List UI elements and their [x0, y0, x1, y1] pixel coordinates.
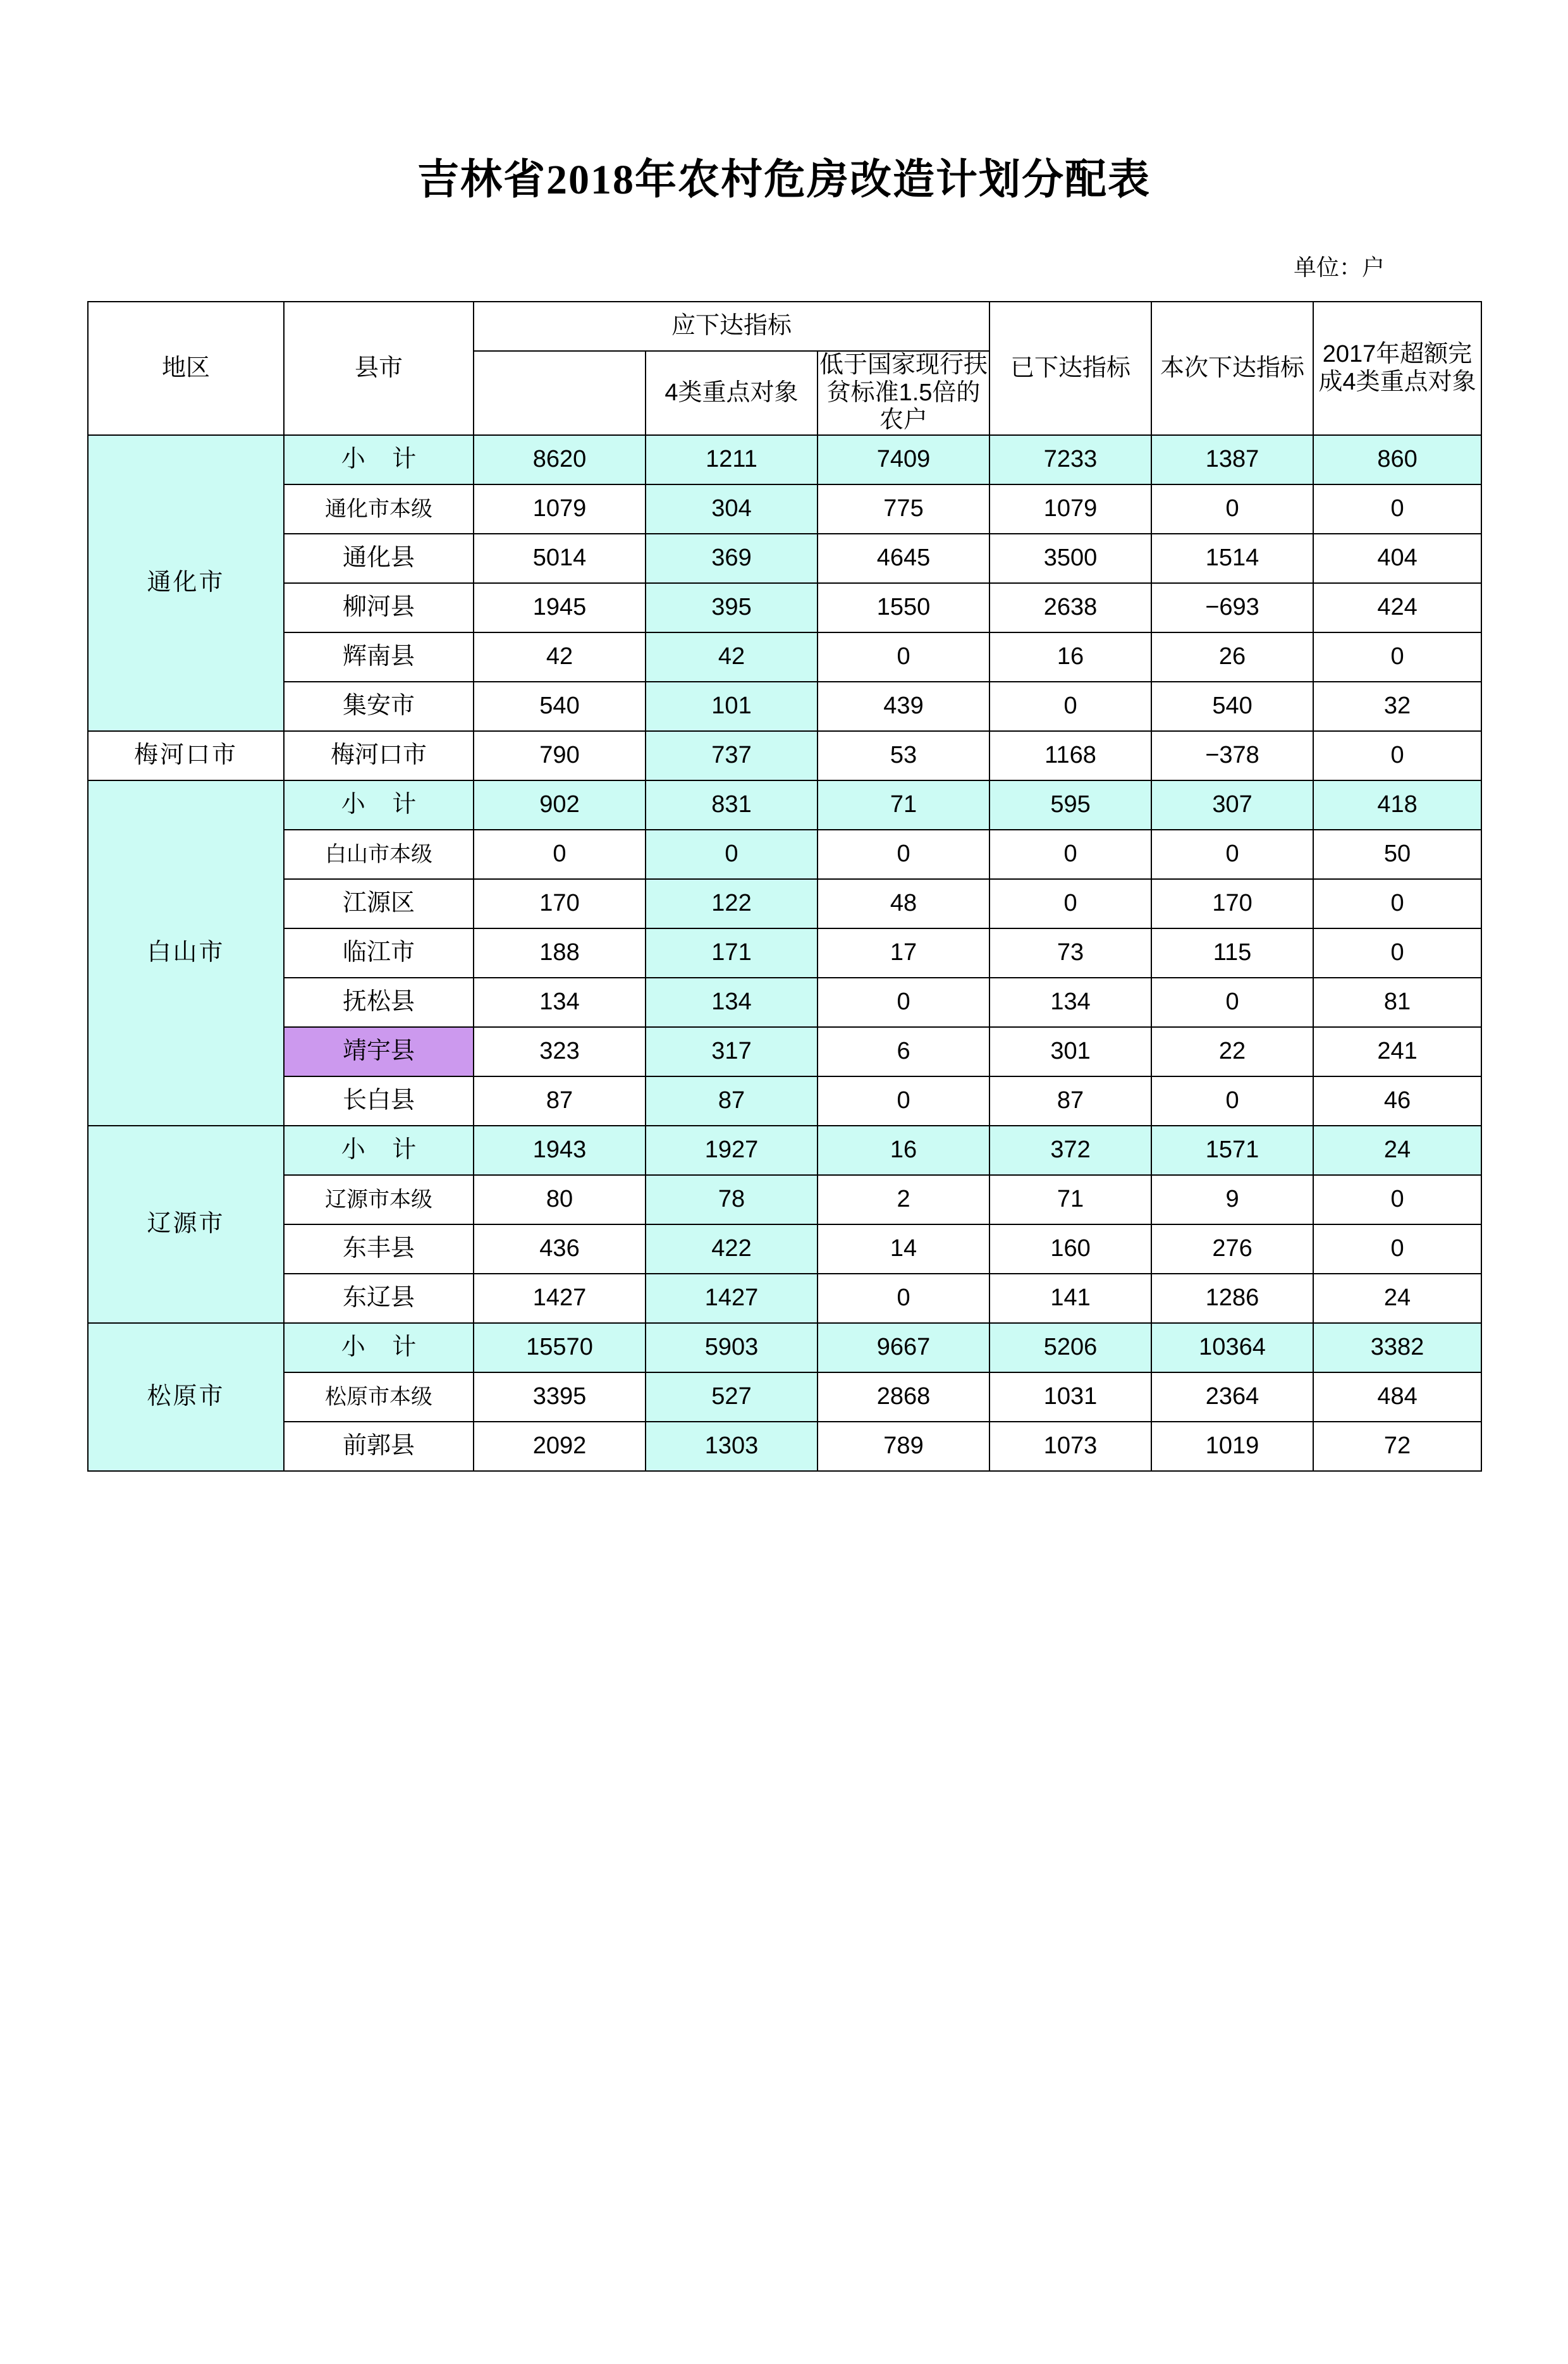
cell-over-2017: 860 [1313, 435, 1481, 484]
table-row [88, 879, 1481, 928]
cell-this-time: 26 [1151, 632, 1313, 682]
cell-below-standard: 71 [818, 780, 989, 830]
county-cell: 前郭县 [284, 1422, 474, 1471]
cell-issued: 372 [989, 1126, 1151, 1175]
cell-should-issue-total: 436 [474, 1224, 646, 1274]
region-cell: 白山市 [88, 780, 284, 1126]
header-key4: 4类重点对象 [646, 351, 818, 435]
county-cell: 通化县 [284, 534, 474, 583]
cell-this-time: 307 [1151, 780, 1313, 830]
cell-issued: 0 [989, 682, 1151, 731]
cell-over-2017: 0 [1313, 879, 1481, 928]
table-row [88, 435, 1481, 484]
cell-issued: 87 [989, 1076, 1151, 1126]
header-total-blank [474, 351, 646, 435]
cell-this-time: 115 [1151, 928, 1313, 978]
cell-issued: 3500 [989, 534, 1151, 583]
cell-should-issue-total: 42 [474, 632, 646, 682]
cell-key4: 831 [646, 780, 818, 830]
cell-below-standard: 775 [818, 484, 989, 534]
cell-below-standard: 7409 [818, 435, 989, 484]
cell-this-time: 0 [1151, 1076, 1313, 1126]
table-row [88, 731, 1481, 780]
cell-this-time: 22 [1151, 1027, 1313, 1076]
subtotal-label: 小 计 [284, 1126, 474, 1175]
region-cell: 辽源市 [88, 1126, 284, 1323]
cell-issued: 2638 [989, 583, 1151, 632]
cell-over-2017: 484 [1313, 1372, 1481, 1422]
cell-below-standard: 0 [818, 978, 989, 1027]
unit-label: 单位：户 [1293, 254, 1385, 280]
cell-issued: 595 [989, 780, 1151, 830]
table-row [88, 1274, 1481, 1323]
cell-this-time: 0 [1151, 830, 1313, 879]
cell-key4: 171 [646, 928, 818, 978]
cell-should-issue-total: 87 [474, 1076, 646, 1126]
cell-key4: 1211 [646, 435, 818, 484]
cell-this-time: −693 [1151, 583, 1313, 632]
county-cell: 东辽县 [284, 1274, 474, 1323]
cell-issued: 0 [989, 830, 1151, 879]
cell-key4: 101 [646, 682, 818, 731]
cell-issued: 0 [989, 879, 1151, 928]
county-cell: 辉南县 [284, 632, 474, 682]
cell-issued: 71 [989, 1175, 1151, 1224]
cell-below-standard: 6 [818, 1027, 989, 1076]
cell-over-2017: 0 [1313, 928, 1481, 978]
county-cell: 白山市本级 [284, 830, 474, 879]
table-row [88, 682, 1481, 731]
cell-over-2017: 24 [1313, 1126, 1481, 1175]
cell-issued: 73 [989, 928, 1151, 978]
cell-over-2017: 404 [1313, 534, 1481, 583]
cell-below-standard: 14 [818, 1224, 989, 1274]
cell-should-issue-total: 540 [474, 682, 646, 731]
cell-over-2017: 0 [1313, 731, 1481, 780]
cell-should-issue-total: 1943 [474, 1126, 646, 1175]
table-row [88, 1372, 1481, 1422]
header-county: 县市 [284, 302, 474, 435]
county-cell: 靖宇县 [284, 1027, 474, 1076]
header-should-issue-group: 应下达指标 [474, 302, 989, 351]
table-row [88, 1027, 1481, 1076]
cell-over-2017: 0 [1313, 484, 1481, 534]
cell-over-2017: 418 [1313, 780, 1481, 830]
cell-below-standard: 53 [818, 731, 989, 780]
cell-this-time: 276 [1151, 1224, 1313, 1274]
county-cell: 通化市本级 [284, 484, 474, 534]
table-row [88, 780, 1481, 830]
table-row [88, 830, 1481, 879]
county-cell: 松原市本级 [284, 1372, 474, 1422]
cell-issued: 1079 [989, 484, 1151, 534]
header-row-1 [88, 302, 1481, 351]
region-cell: 梅河口市 [88, 731, 284, 780]
cell-should-issue-total: 134 [474, 978, 646, 1027]
cell-below-standard: 9667 [818, 1323, 989, 1372]
cell-below-standard: 4645 [818, 534, 989, 583]
cell-issued: 5206 [989, 1323, 1151, 1372]
cell-key4: 5903 [646, 1323, 818, 1372]
cell-over-2017: 50 [1313, 830, 1481, 879]
cell-this-time: 0 [1151, 978, 1313, 1027]
subtotal-label: 小 计 [284, 780, 474, 830]
table-row [88, 1323, 1481, 1372]
cell-below-standard: 17 [818, 928, 989, 978]
cell-over-2017: 24 [1313, 1274, 1481, 1323]
cell-issued: 7233 [989, 435, 1151, 484]
county-cell: 临江市 [284, 928, 474, 978]
cell-key4: 122 [646, 879, 818, 928]
region-cell: 松原市 [88, 1323, 284, 1471]
table-container [0, 301, 1568, 1472]
cell-should-issue-total: 188 [474, 928, 646, 978]
cell-key4: 1927 [646, 1126, 818, 1175]
cell-should-issue-total: 5014 [474, 534, 646, 583]
page-title: 吉林省2018年农村危房改造计划分配表 [417, 157, 1151, 203]
subtotal-label: 小 计 [284, 435, 474, 484]
cell-should-issue-total: 8620 [474, 435, 646, 484]
cell-issued: 1073 [989, 1422, 1151, 1471]
table-row [88, 978, 1481, 1027]
cell-should-issue-total: 1427 [474, 1274, 646, 1323]
cell-this-time: 0 [1151, 484, 1313, 534]
county-cell: 辽源市本级 [284, 1175, 474, 1224]
cell-should-issue-total: 902 [474, 780, 646, 830]
header-over-2017: 2017年超额完成4类重点对象 [1313, 302, 1481, 435]
table-row [88, 1076, 1481, 1126]
county-cell: 江源区 [284, 879, 474, 928]
region-cell: 通化市 [88, 435, 284, 731]
cell-should-issue-total: 1945 [474, 583, 646, 632]
cell-below-standard: 0 [818, 1076, 989, 1126]
cell-this-time: 540 [1151, 682, 1313, 731]
cell-key4: 0 [646, 830, 818, 879]
cell-over-2017: 241 [1313, 1027, 1481, 1076]
cell-issued: 301 [989, 1027, 1151, 1076]
cell-this-time: 170 [1151, 879, 1313, 928]
cell-key4: 304 [646, 484, 818, 534]
cell-key4: 134 [646, 978, 818, 1027]
cell-key4: 527 [646, 1372, 818, 1422]
cell-this-time: 10364 [1151, 1323, 1313, 1372]
cell-should-issue-total: 170 [474, 879, 646, 928]
county-cell: 集安市 [284, 682, 474, 731]
cell-issued: 134 [989, 978, 1151, 1027]
cell-over-2017: 81 [1313, 978, 1481, 1027]
cell-this-time: −378 [1151, 731, 1313, 780]
cell-key4: 1427 [646, 1274, 818, 1323]
cell-below-standard: 0 [818, 1274, 989, 1323]
cell-key4: 395 [646, 583, 818, 632]
cell-below-standard: 439 [818, 682, 989, 731]
cell-over-2017: 3382 [1313, 1323, 1481, 1372]
cell-key4: 317 [646, 1027, 818, 1076]
cell-over-2017: 424 [1313, 583, 1481, 632]
cell-below-standard: 48 [818, 879, 989, 928]
cell-below-standard: 0 [818, 830, 989, 879]
county-cell: 梅河口市 [284, 731, 474, 780]
cell-below-standard: 2868 [818, 1372, 989, 1422]
table-row [88, 1224, 1481, 1274]
table-body [88, 435, 1481, 1471]
cell-this-time: 9 [1151, 1175, 1313, 1224]
cell-should-issue-total: 2092 [474, 1422, 646, 1471]
cell-below-standard: 1550 [818, 583, 989, 632]
header-region: 地区 [88, 302, 284, 435]
cell-key4: 78 [646, 1175, 818, 1224]
table-row [88, 583, 1481, 632]
cell-below-standard: 16 [818, 1126, 989, 1175]
cell-should-issue-total: 3395 [474, 1372, 646, 1422]
county-cell: 柳河县 [284, 583, 474, 632]
allocation-table [87, 301, 1482, 1472]
cell-should-issue-total: 1079 [474, 484, 646, 534]
cell-issued: 1031 [989, 1372, 1151, 1422]
cell-issued: 16 [989, 632, 1151, 682]
table-row [88, 484, 1481, 534]
cell-key4: 737 [646, 731, 818, 780]
cell-key4: 42 [646, 632, 818, 682]
cell-key4: 369 [646, 534, 818, 583]
cell-this-time: 1286 [1151, 1274, 1313, 1323]
document-page [0, 145, 1568, 2364]
table-row [88, 1422, 1481, 1471]
cell-issued: 141 [989, 1274, 1151, 1323]
county-cell: 抚松县 [284, 978, 474, 1027]
table-row [88, 928, 1481, 978]
cell-this-time: 2364 [1151, 1372, 1313, 1422]
table-row [88, 1175, 1481, 1224]
cell-over-2017: 72 [1313, 1422, 1481, 1471]
header-issued: 已下达指标 [989, 302, 1151, 435]
cell-this-time: 1387 [1151, 435, 1313, 484]
table-row [88, 1126, 1481, 1175]
cell-this-time: 1019 [1151, 1422, 1313, 1471]
cell-over-2017: 0 [1313, 632, 1481, 682]
cell-should-issue-total: 0 [474, 830, 646, 879]
cell-key4: 87 [646, 1076, 818, 1126]
header-below-standard: 低于国家现行扶贫标准1.5倍的农户 [818, 351, 989, 435]
county-cell: 长白县 [284, 1076, 474, 1126]
cell-over-2017: 46 [1313, 1076, 1481, 1126]
county-cell: 东丰县 [284, 1224, 474, 1274]
cell-this-time: 1571 [1151, 1126, 1313, 1175]
cell-below-standard: 2 [818, 1175, 989, 1224]
subtotal-label: 小 计 [284, 1323, 474, 1372]
cell-issued: 1168 [989, 731, 1151, 780]
cell-should-issue-total: 80 [474, 1175, 646, 1224]
cell-key4: 422 [646, 1224, 818, 1274]
cell-below-standard: 0 [818, 632, 989, 682]
cell-should-issue-total: 323 [474, 1027, 646, 1076]
cell-over-2017: 0 [1313, 1224, 1481, 1274]
table-row [88, 534, 1481, 583]
cell-key4: 1303 [646, 1422, 818, 1471]
cell-issued: 160 [989, 1224, 1151, 1274]
cell-this-time: 1514 [1151, 534, 1313, 583]
cell-over-2017: 32 [1313, 682, 1481, 731]
table-header [88, 302, 1481, 435]
table-row [88, 632, 1481, 682]
cell-below-standard: 789 [818, 1422, 989, 1471]
header-this-time: 本次下达指标 [1151, 302, 1313, 435]
cell-should-issue-total: 15570 [474, 1323, 646, 1372]
cell-over-2017: 0 [1313, 1175, 1481, 1224]
cell-should-issue-total: 790 [474, 731, 646, 780]
